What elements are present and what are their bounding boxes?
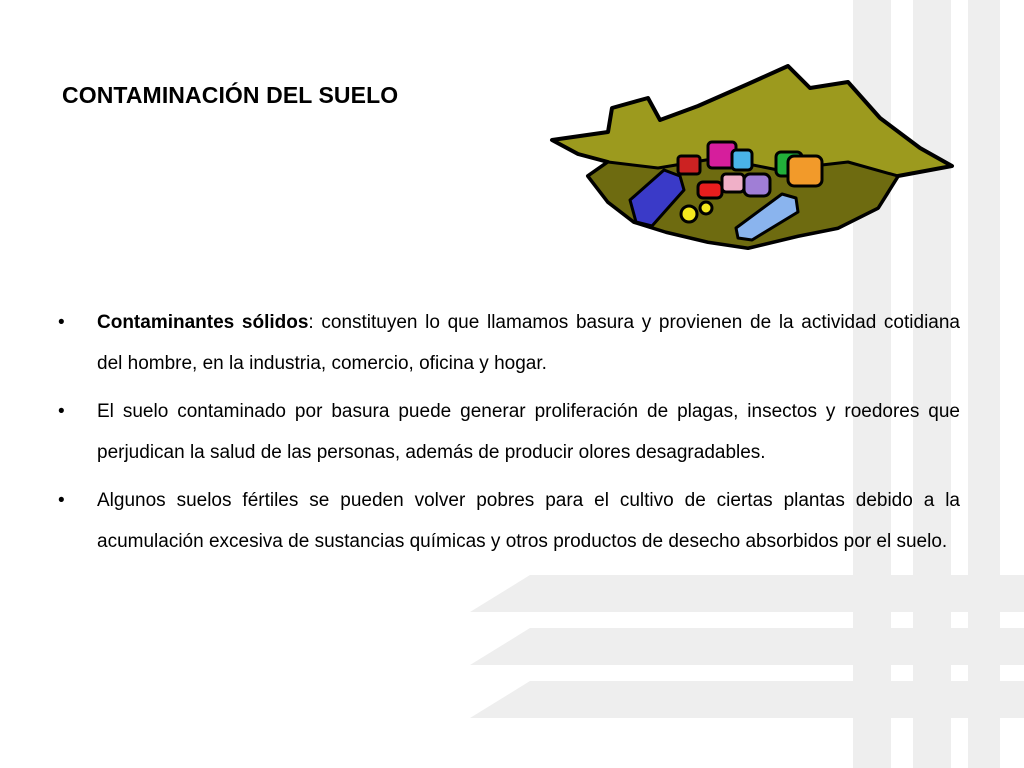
bullet-item (58, 480, 960, 562)
bullet-item (58, 302, 960, 384)
bullet-icon: • (58, 401, 65, 422)
trash-pile-illustration (548, 58, 956, 250)
bullet-text: El suelo contaminado por basura puede generar proliferación de plagas, insectos y roedores que perjudican la salud de las personas, además de producir olores desagradables. (97, 401, 960, 463)
bullet-icon: • (58, 312, 65, 333)
bullet-list (58, 302, 960, 569)
bullet-text: Algunos suelos fértiles se pueden volver pobres para el cultivo de ciertas plantas debido a la acumulación excesiva de sustancias químicas y otros productos de desecho absorbidos por el suelo. (97, 490, 960, 552)
bullet-text: : constituyen lo que llamamos basura y provienen de la actividad cotidiana del hombre, en la industria, comercio, oficina y hogar. (97, 312, 960, 374)
bullet-icon: • (58, 490, 65, 511)
bullet-item (58, 391, 960, 473)
bullet-bold-term: Contaminantes sólidos (97, 312, 309, 333)
slide-title: CONTAMINACIÓN DEL SUELO (62, 82, 399, 108)
